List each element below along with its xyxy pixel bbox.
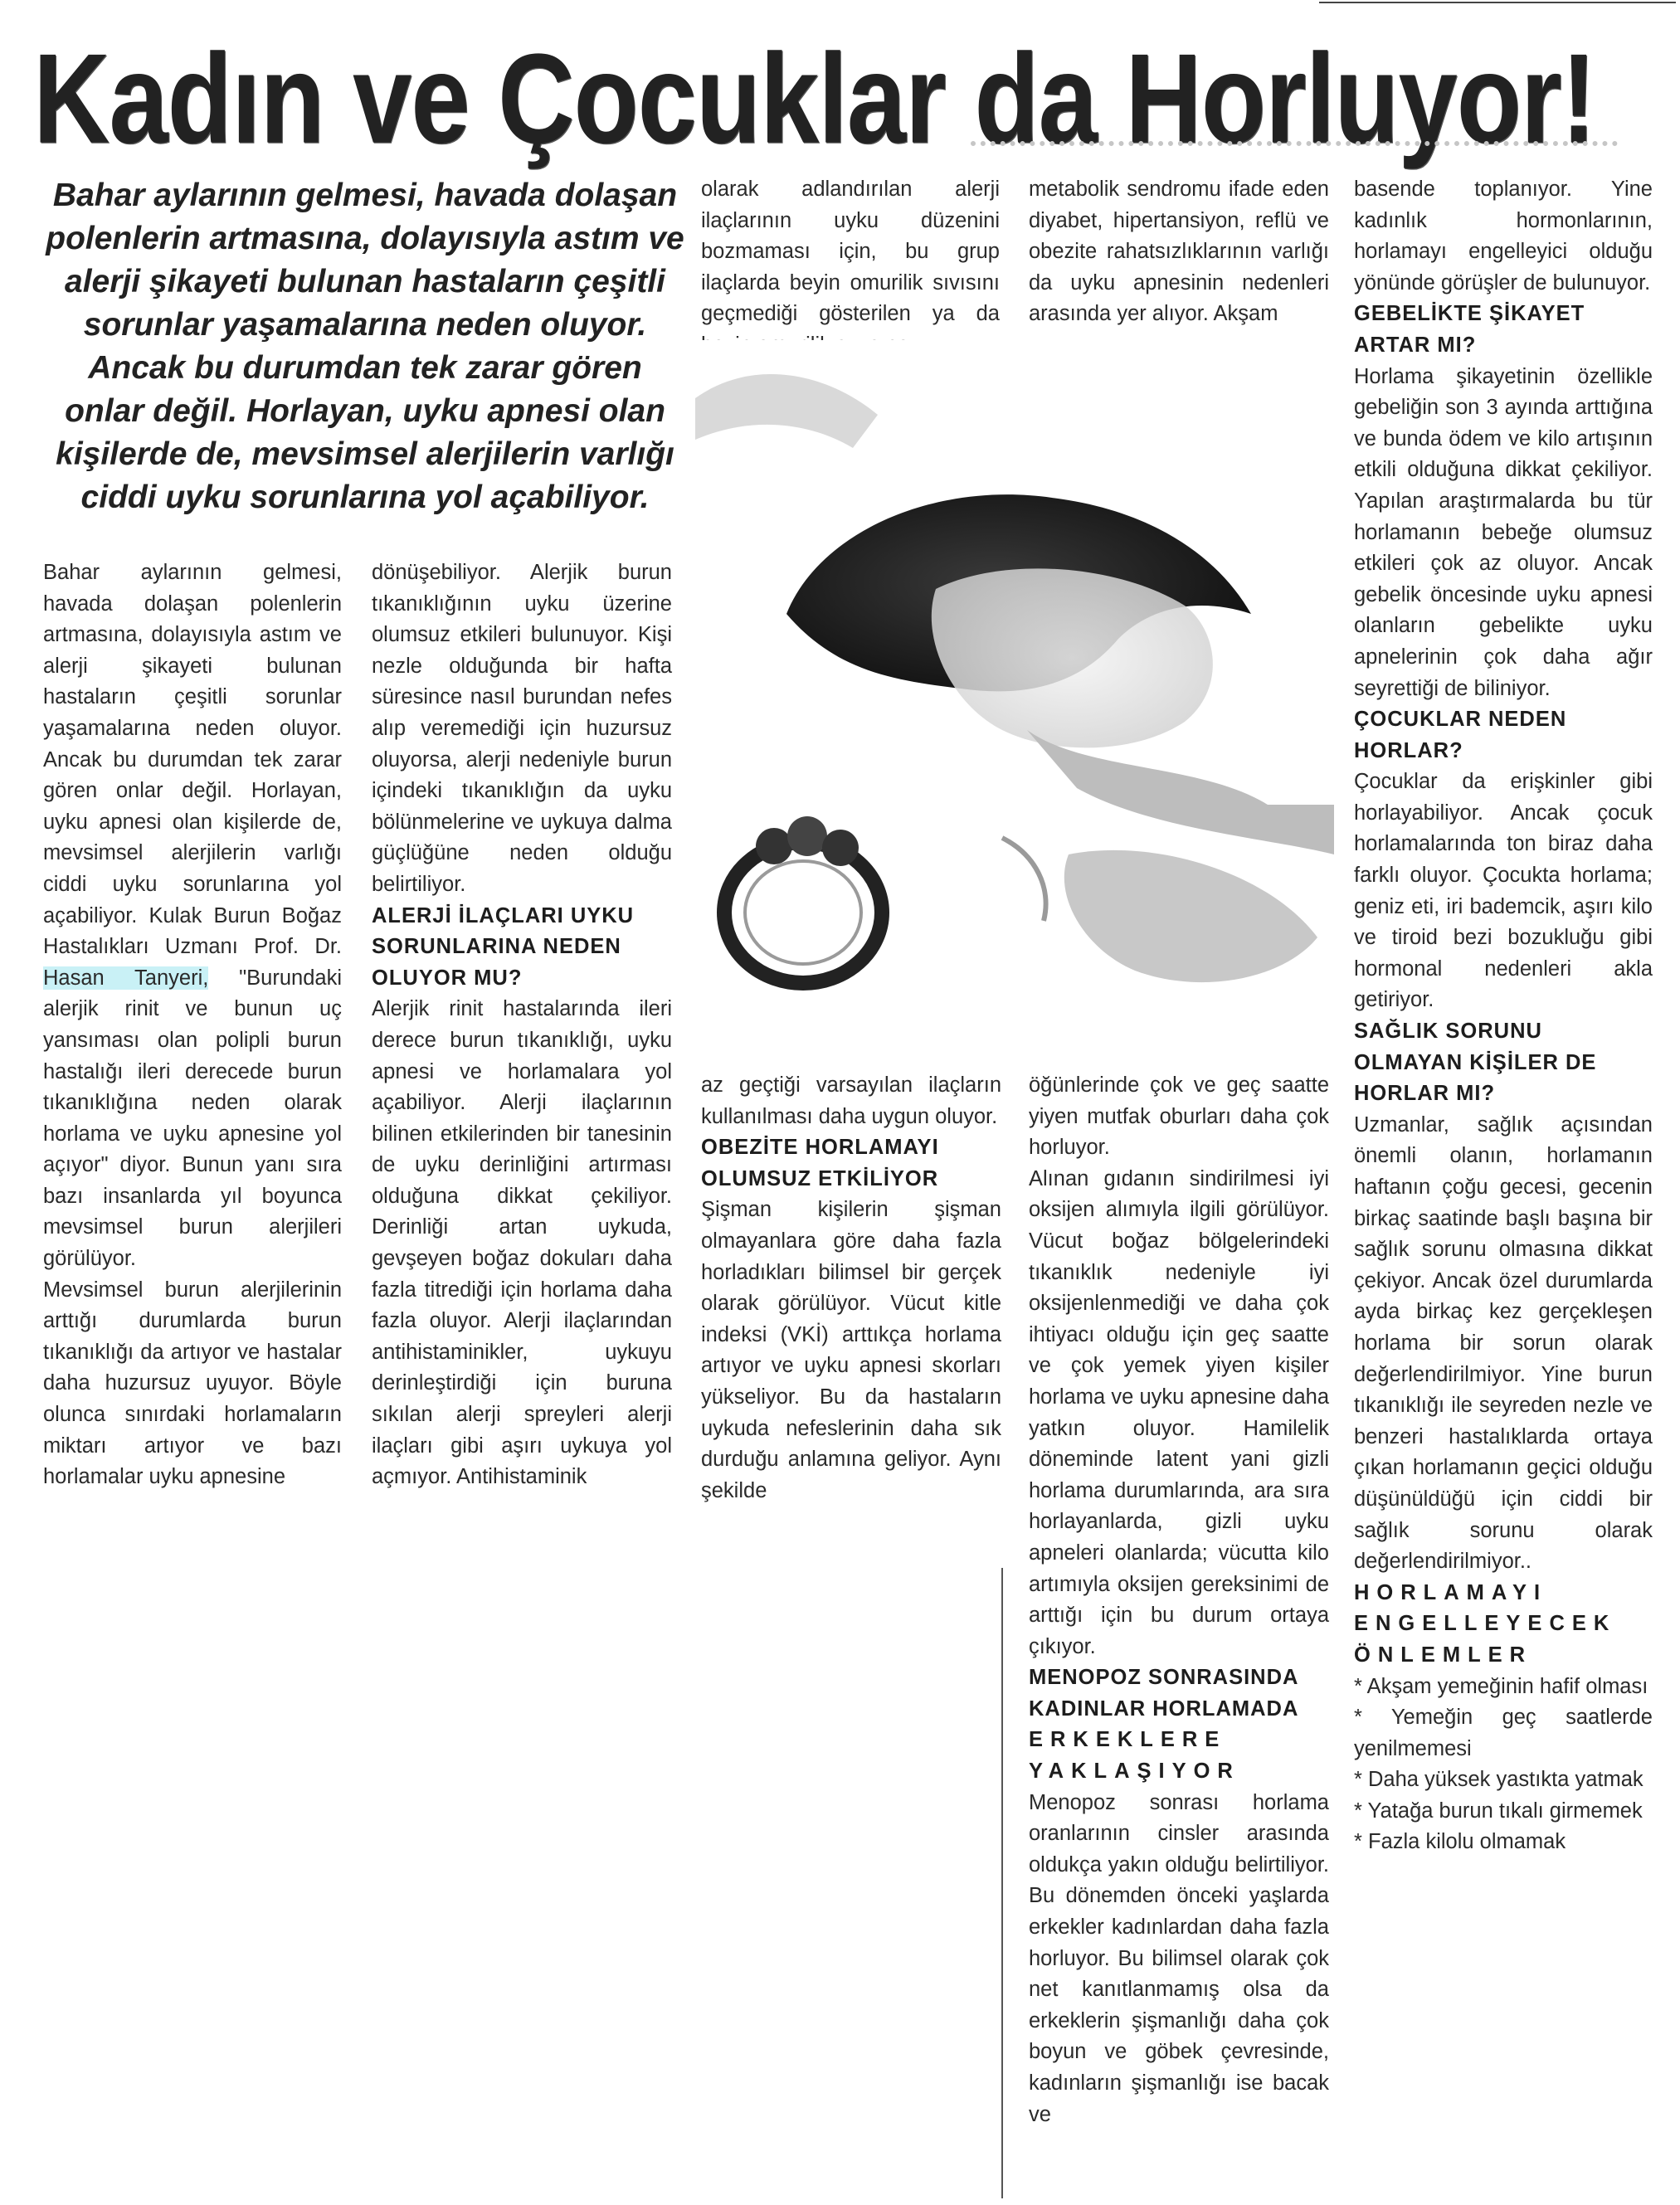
paragraph: Alınan gıdanın sindirilmesi iyi oksijen alımıyla ilgili görülüyor. Vücut boğaz bölgelerindeki tıkanıklık nedeniyle iyi oksijenlenmediği ve daha çok ihtiyacı olduğu için geç saatte ve çok yemek yiyen kişiler horlama ve uyku apnesine daha yatkın oluyor. Hamilelik döneminde latent yani gizli horlama durumlarında, ara sıra horlayanlarda, gizli uyku apneleri olanlarda; vücutta kilo artımıyla oksijen gereksinimi de arttığı için bu durum ortaya çıkıyor. xyxy=(1029,1166,1329,1658)
tip-item: * Yemeğin geç saatlerde yenilmemesi xyxy=(1354,1706,1653,1760)
subheading: ALERJİ İLAÇLARI UYKU SORUNLARINA NEDEN OLUYOR MU? xyxy=(372,903,635,990)
column-3-bottom xyxy=(701,1070,1001,1507)
tip-item: * Akşam yemeğinin hafif olması xyxy=(1354,1674,1648,1698)
paragraph-text: "Burundaki alerjik rinit ve bunun uç yansıması olan polipli burun hastalığı ileri derecede burun tıkanıklığına neden olarak horlama ve uyku apnesine yol açıyor" diyor. Bunun yanı sıra bazı insanlarda yıl boyunca mevsimsel burun alerjileri görülüyor. xyxy=(43,966,342,1271)
sleeping-woman-photo xyxy=(687,340,1334,1062)
paragraph: Mevsimsel burun alerjilerinin arttığı durumlarda burun tıkanıklığı da artıyor ve hastalar daha huzursuz uyuyor. Böyle olunca sınırdaki horlamaların miktarı artıyor ve bazı horlamalar uyku apnesine xyxy=(43,1278,342,1489)
subheading: ÇOCUKLAR NEDEN HORLAR? xyxy=(1354,708,1567,762)
paragraph: Uzmanlar, sağlık açısından önemli olanın, horlamanın haftanın çoğu gecesi, gecenin birkaç saatinde başlı başına bir sağlık sorunu olmasına dikkat çekiyor. Ancak özel durumlarda ayda birkaç kez gerçekleşen horlama bir sorun olarak değerlendirilmiyor. Yine burun tıkanıklığı ile seyreden nezle ve benzeri hastalıklarda ortaya çıkan horlamanın geçici olduğu düşünüldüğü için ciddi bir sağlık sorunu olarak değerlendirilmiyor.. xyxy=(1354,1112,1653,1574)
column-4-top xyxy=(1029,174,1329,330)
paragraph: Şişman kişilerin şişman olmayanlara göre daha fazla horladıkları bilimsel bir gerçek olarak görülüyor. Vücut kitle indeksi (VKİ) arttıkça horlama artıyor ve uyku apnesi skorları yükseliyor. Bu da hastaların uykuda nefeslerinin daha sık durduğu anlamına geliyor. Aynı şekilde xyxy=(701,1198,1001,1502)
highlighted-name: Hasan Tanyeri, xyxy=(43,966,209,990)
paragraph-text: Bahar aylarının gelmesi, havada dolaşan polenlerin artmasına, dolayısıyla astım ve alerji şikayeti bulunan hastaların çeşitli sorunlar yaşamalarına neden oluyor. Ancak bu durumdan tek zarar gören onlar değil. Horlayan, uyku apnesi olan kişilerde de, mevsimsel alerjilerin varlığı ciddi uyku sorunlarına yol açabiliyor. Kulak Burun Boğaz Hastalıkları Uzmanı Prof. Dr. xyxy=(43,561,342,959)
paragraph: Çocuklar da erişkinler gibi horlayabiliyor. Ancak çocuk horlamalarında ton biraz daha farklı oluyor. Çocukta horlama; geniz eti, iri bademcik, aşırı kilo ve tiroid bezi bozukluğu gibi hormonal nedenleri akla getiriyor. xyxy=(1354,770,1653,1012)
subheading: GEBELİKTE ŞİKAYET ARTAR MI? xyxy=(1354,302,1585,357)
dotted-rule xyxy=(971,141,1618,158)
tip-item: * Daha yüksek yastıkta yatmak xyxy=(1354,1768,1643,1792)
subheading: HORLAMAYI ENGELLEYECEK ÖNLEMLER xyxy=(1354,1580,1617,1667)
subheading: MENOPOZ SONRASINDA KADINLAR HORLAMADA xyxy=(1029,1666,1299,1721)
column-1 xyxy=(43,557,342,1493)
paragraph: dönüşebiliyor. Alerjik burun tıkanıklığının uyku üzerine olumsuz etkileri bulunuyor. Kişi nezle olduğunda bir hafta süresince nasıl burundan nefes alıp veremediği için huzursuz oluyorsa, alerji nedeniyle burun içindeki tıkanıklığın da uyku bölünmelerine ve uykuya dalma güçlüğüne neden olduğu belirtiliyor. xyxy=(372,561,672,896)
paragraph: basende toplanıyor. Yine kadınlık hormonlarının, horlamayı engelleyici olduğu yönünde görüşler de bulunuyor. xyxy=(1354,178,1653,294)
column-2 xyxy=(372,557,672,1493)
paragraph: öğünlerinde çok ve geç saatte yiyen mutfak oburları daha çok horluyor. xyxy=(1029,1073,1329,1160)
paragraph: Horlama şikayetinin özellikle gebeliğin son 3 ayında arttığına ve bunda ödem ve kilo artışının etkili olduğuna dikkat çekiliyor. Yapılan araştırmalarda bu tür horlamanın bebeğe olumsuz etkileri çok az oluyor. Ancak gebelik öncesinde uyku apnesi olanların gebelikte uyku apnelerinin çok daha ağır seyrettiği de biliniyor. xyxy=(1354,364,1653,700)
subheading: OBEZİTE HORLAMAYI OLUMSUZ ETKİLİYOR xyxy=(701,1136,939,1190)
tip-item: * Fazla kilolu olmamak xyxy=(1354,1830,1566,1854)
top-rule xyxy=(1319,2,1676,3)
subheading: ERKEKLERE YAKLAŞIYOR xyxy=(1029,1728,1240,1784)
paragraph: metabolik sendromu ifade eden diyabet, hipertansiyon, reflü ve obezite rahatsızlıklarının varlığı da uyku apnesinin nedenleri arasında yer alıyor. Akşam xyxy=(1029,178,1329,326)
tip-item: * Yatağa burun tıkalı girmemek xyxy=(1354,1799,1643,1823)
column-3-top xyxy=(701,174,1000,362)
paragraph: Alerjik rinit hastalarında ileri derece burun tıkanıklığı, uyku apnesi ve horlamalara yol açabiliyor. Alerji ilaçlarının bilinen etkilerinden bir tanesinin de uyku derinliğini artırması olduğuna dikkat çekiliyor. Derinliği artan uykuda, gevşeyen boğaz dokuları daha fazla titrediği için horlama daha fazla oluyor. Alerji ilaçlarından antihistaminikler, uykuyu derinleştirdiği için buruna sıkılan alerji spreyleri alerji ilaçları gibi aşırı uykuya yol açmıyor. Antihistaminik xyxy=(372,997,672,1489)
column-divider xyxy=(1001,1568,1003,2198)
paragraph: olarak adlandırılan alerji ilaçlarının uyku düzenini bozmaması için, bu grup ilaçlarda beyin omurilik sıvısını geçmediği gösterilen ya da xyxy=(701,178,1000,326)
paragraph: az geçtiği varsayılan ilaçların kullanılması daha uygun oluyor. xyxy=(701,1073,1001,1128)
article-photo xyxy=(687,340,1334,1062)
column-5 xyxy=(1354,174,1653,1858)
subheading: SAĞLIK SORUNU OLMAYAN KİŞİLER DE HORLAR MI? xyxy=(1354,1020,1597,1106)
ring-stone xyxy=(756,828,792,864)
paragraph xyxy=(43,557,342,1275)
paragraph: Menopoz sonrası horlama oranlarının cinsler arasında oldukça yakın olduğu belirtiliyor. Bu dönemden önceki yaşlarda erkekler kadınlardan daha fazla horluyor. Bu bilimsel olarak çok net kanıtlanmamış olsa da erkeklerin şişmanlığı daha çok boyun ve göbek çevresinde, kadınların şişmanlığı ise bacak ve xyxy=(1029,1790,1329,2126)
article-headline: Kadın ve Çocuklar da Horluyor! xyxy=(33,27,1596,171)
ring-stone xyxy=(822,830,859,866)
article-lead: Bahar aylarının gelmesi, havada dolaşan polenlerin artmasına, dolayısıyla astım ve alerji şikayeti bulunan hastaların çeşitli sorunlar yaşamalarına neden oluyor. Ancak bu durumdan tek zarar gören onlar değil. Horlayan, uyku apnesi olan kişilerde de, mevsimsel alerjilerin varlığı ciddi uyku sorunlarına yol açabiliyor. xyxy=(46,178,684,515)
column-4-bottom xyxy=(1029,1070,1329,2130)
ring-stone xyxy=(787,816,827,856)
